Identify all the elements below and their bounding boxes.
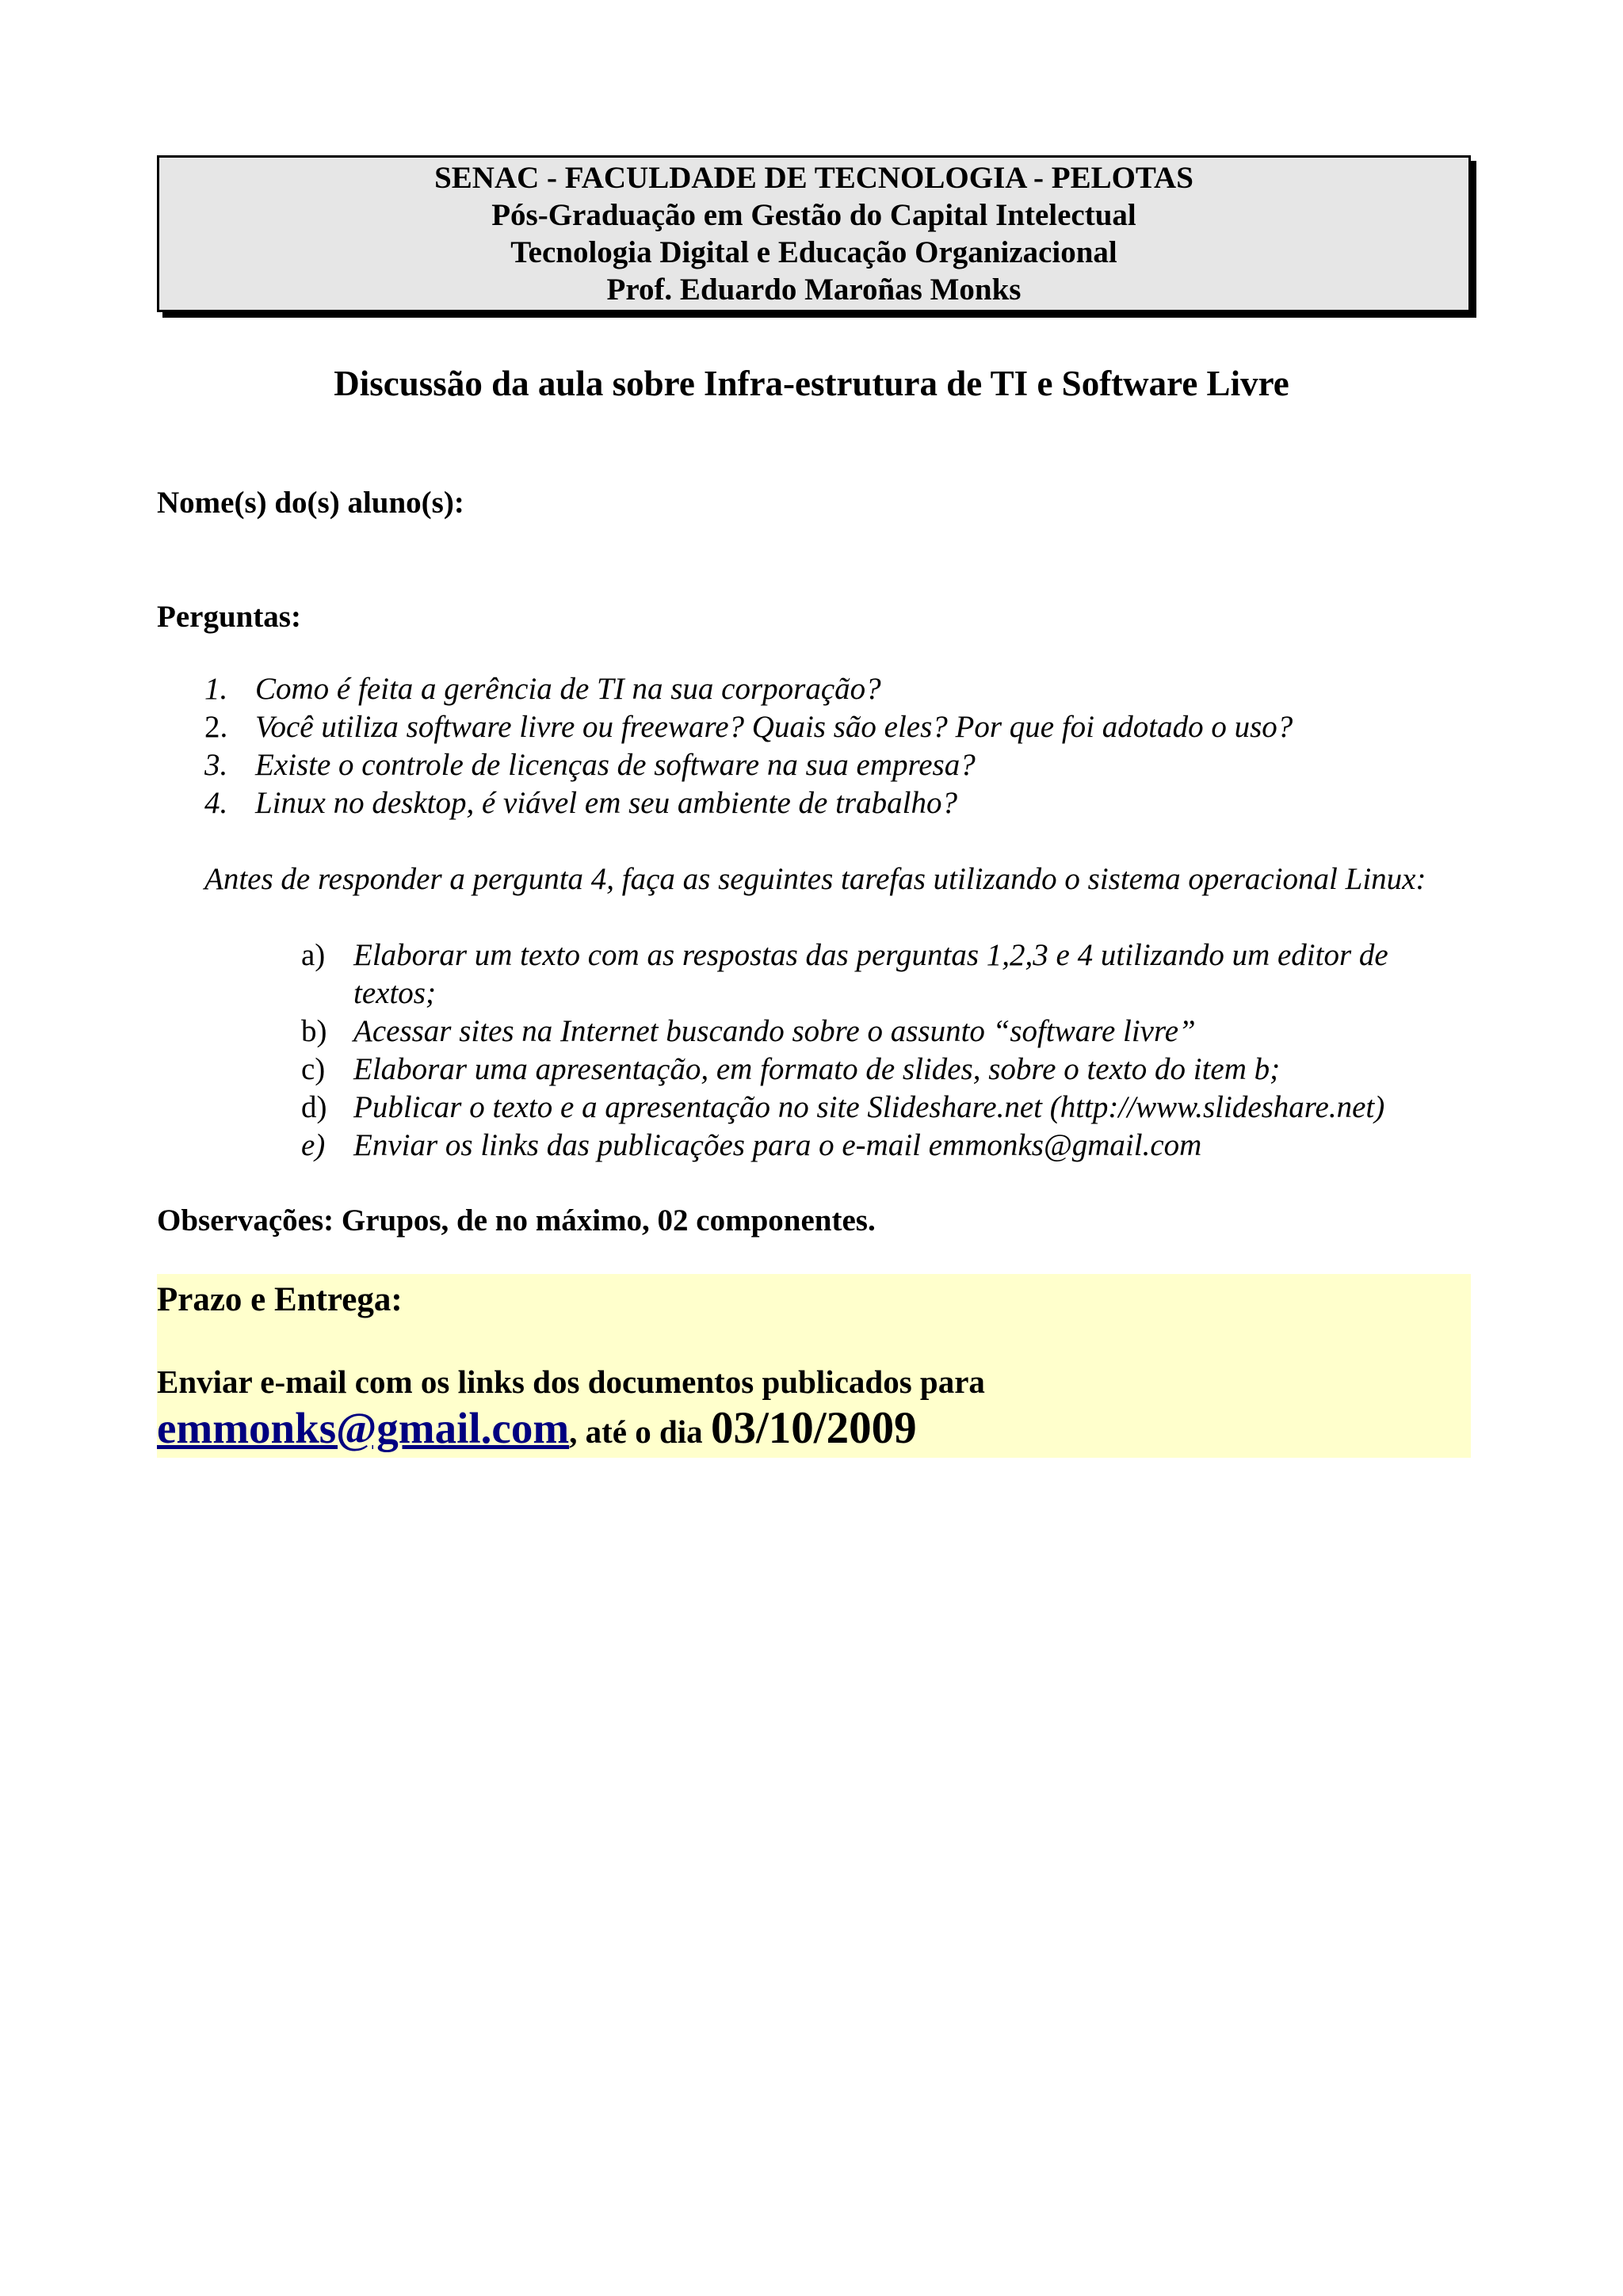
header-institution: SENAC - FACULDADE DE TECNOLOGIA - PELOTAS (434, 161, 1193, 195)
tasks-intro: Antes de responder a pergunta 4, faça as seguintes tarefas utilizando o sistema operacional Linux: (204, 862, 1426, 896)
task-text: Elaborar uma apresentação, em formato de slides, sobre o texto do item b; (353, 1052, 1281, 1086)
question-number: 4. (204, 786, 228, 820)
question-item (204, 784, 1293, 822)
task-item (301, 936, 1474, 1013)
tasks-list (301, 936, 1474, 1165)
question-text: Como é feita a gerência de TI na sua corporação? (255, 672, 881, 706)
email-link[interactable]: emmonks@gmail.com (157, 1404, 570, 1452)
question-number: 2. (204, 710, 228, 744)
task-text: Enviar os links das publicações para o e-mail emmonks@gmail.com (353, 1128, 1202, 1162)
deadline-box (157, 1274, 1471, 1458)
task-text: Elaborar um texto com as respostas das perguntas 1,2,3 e 4 utilizando um editor de textos; (353, 938, 1388, 1010)
task-text: Acessar sites na Internet buscando sobre o assunto “software livre” (353, 1014, 1196, 1048)
task-item (301, 1127, 1474, 1165)
question-text: Linux no desktop, é viável em seu ambiente de trabalho? (255, 786, 957, 820)
question-item (204, 670, 1293, 708)
task-item (301, 1089, 1474, 1127)
header-box (157, 155, 1471, 312)
students-label: Nome(s) do(s) aluno(s): (157, 486, 464, 520)
task-letter: a) (301, 938, 326, 972)
questions-list (204, 670, 1293, 822)
questions-label: Perguntas: (157, 600, 301, 634)
header-professor: Prof. Eduardo Maroñas Monks (606, 273, 1022, 307)
observations-text: Observações: Grupos, de no máximo, 02 componentes. (157, 1203, 876, 1238)
document-title: Discussão da aula sobre Infra-estrutura de TI e Software Livre (334, 364, 1289, 403)
task-item (301, 1013, 1474, 1051)
question-text: Você utiliza software livre ou freeware? Quais são eles? Por que foi adotado o uso? (255, 710, 1293, 744)
deadline-date: 03/10/2009 (710, 1403, 917, 1453)
task-letter: d) (301, 1090, 327, 1124)
deadline-title: Prazo e Entrega: (157, 1281, 403, 1318)
question-number: 1. (204, 672, 228, 706)
task-item (301, 1051, 1474, 1089)
task-letter: e) (301, 1128, 326, 1162)
question-text: Existe o controle de licenças de software na sua empresa? (255, 748, 976, 782)
deadline-instruction: Enviar e-mail com os links dos documentos publicados para (157, 1363, 985, 1400)
question-item (204, 708, 1293, 746)
deadline-detail (157, 1402, 917, 1454)
question-item (204, 746, 1293, 784)
question-number: 3. (204, 748, 228, 782)
task-text: Publicar o texto e a apresentação no site Slideshare.net (http://www.slideshare.net) (353, 1090, 1385, 1124)
deadline-connector: , até o dia (569, 1413, 711, 1450)
header-discipline: Tecnologia Digital e Educação Organizacional (510, 235, 1117, 269)
header-course: Pós-Graduação em Gestão do Capital Intelectual (491, 198, 1136, 232)
task-letter: b) (301, 1014, 327, 1048)
task-letter: c) (301, 1052, 326, 1086)
